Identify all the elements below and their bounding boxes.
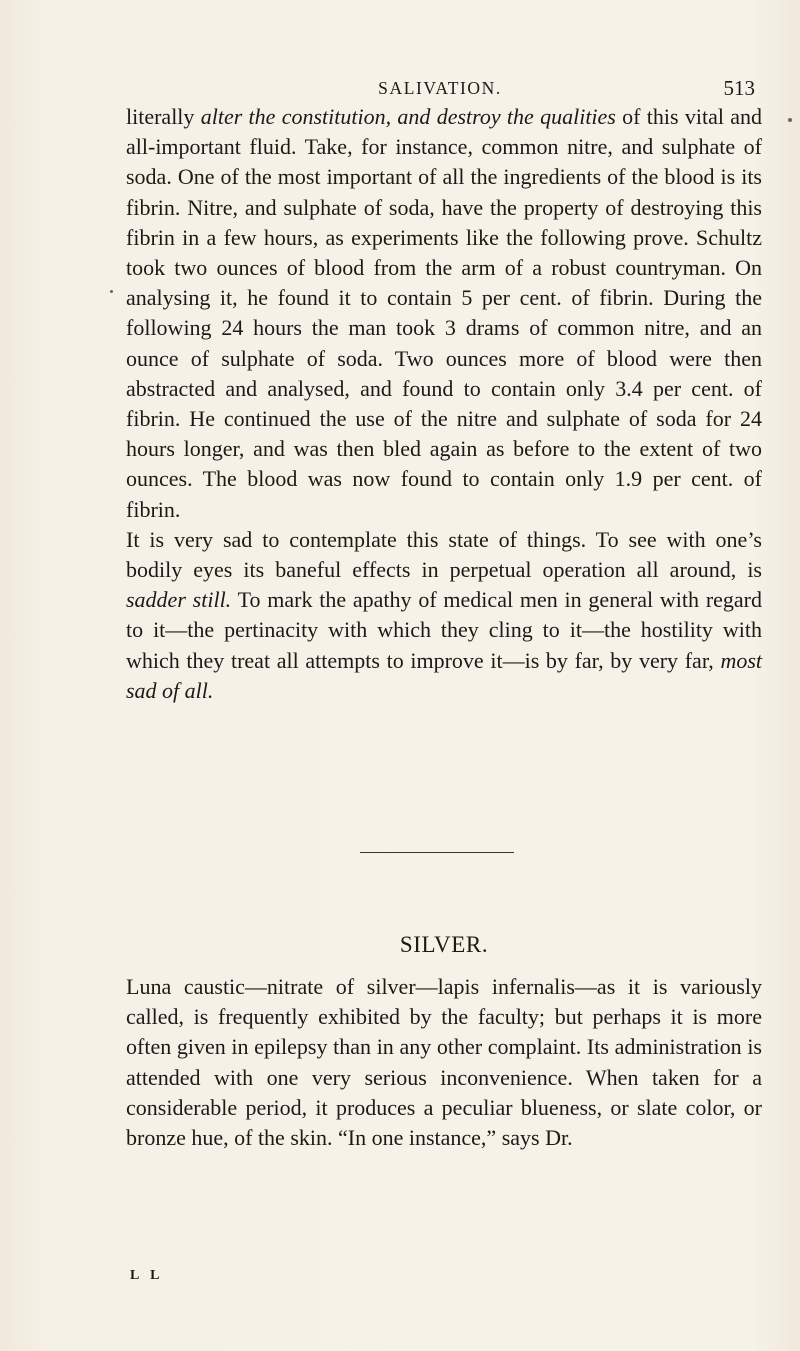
- text-segment: Luna caustic—nitrate of silver—lapis infernalis—as it is variously called, is frequently exhibited by the faculty; but perhaps it is more often given in epilepsy than in any other complaint. Its administration is attended with one very serious inconvenience. When taken for a considerable period, it produces a peculiar blueness, or slate color, or bronze hue, of the skin. “In one instance,” says Dr.: [126, 974, 762, 1151]
- italic-text-segment: alter the constitution, and destroy the qualities: [200, 104, 616, 129]
- paragraph-fibrin-experiment: [126, 102, 762, 525]
- text-segment: To mark the apathy of medical men in general with regard to it—the pertinacity with which they cling to it—the hostility with which they treat all attempts to improve it—is by far, by very far,: [126, 587, 762, 673]
- margin-mark: [788, 118, 792, 122]
- text-segment: of this vital and all-important fluid. Take, for instance, common nitre, and sulphate of soda. One of the most important of all the ingredients of the blood is its fibrin. Nitre, and sulphate of soda, have the property of destroying this fibrin in a few hours, as experiments like the following prove. Schultz took two ounces of blood from the arm of a robust countryman. On analysing it, he found it to contain 5 per cent. of fibrin. During the following 24 hours the man took 3 drams of common nitre, and an ounce of sulphate of soda. Two ounces more of blood were then abstracted and analysed, and found to contain only 3.4 per cent. of fibrin. He continued the use of the nitre and sulphate of soda for 24 hours longer, and was then bled again as before to the extent of two ounces. The blood was now found to contain only 1.9 per cent. of fibrin.: [126, 104, 763, 522]
- body-text-upper: [126, 102, 762, 706]
- body-text-silver: [126, 972, 762, 1153]
- paragraph-luna-caustic: [126, 972, 762, 1153]
- paragraph-apathy: [126, 525, 762, 706]
- section-divider: [360, 852, 514, 853]
- text-segment: literally: [126, 104, 201, 129]
- running-head: [125, 76, 755, 102]
- signature-mark: L L: [130, 1268, 164, 1283]
- section-heading: SILVER.: [399, 932, 489, 957]
- italic-text-segment: sadder still.: [126, 587, 232, 613]
- text-segment: It is very sad to contemplate this state of things. To see with one’s bodily eyes its baneful effects in perpetual operation all around, is: [126, 526, 762, 583]
- margin-dot: [110, 290, 113, 293]
- italic-text-segment: most sad of all.: [126, 647, 762, 703]
- running-title: SALIVATION.: [378, 78, 502, 98]
- page-number: 513: [723, 76, 755, 100]
